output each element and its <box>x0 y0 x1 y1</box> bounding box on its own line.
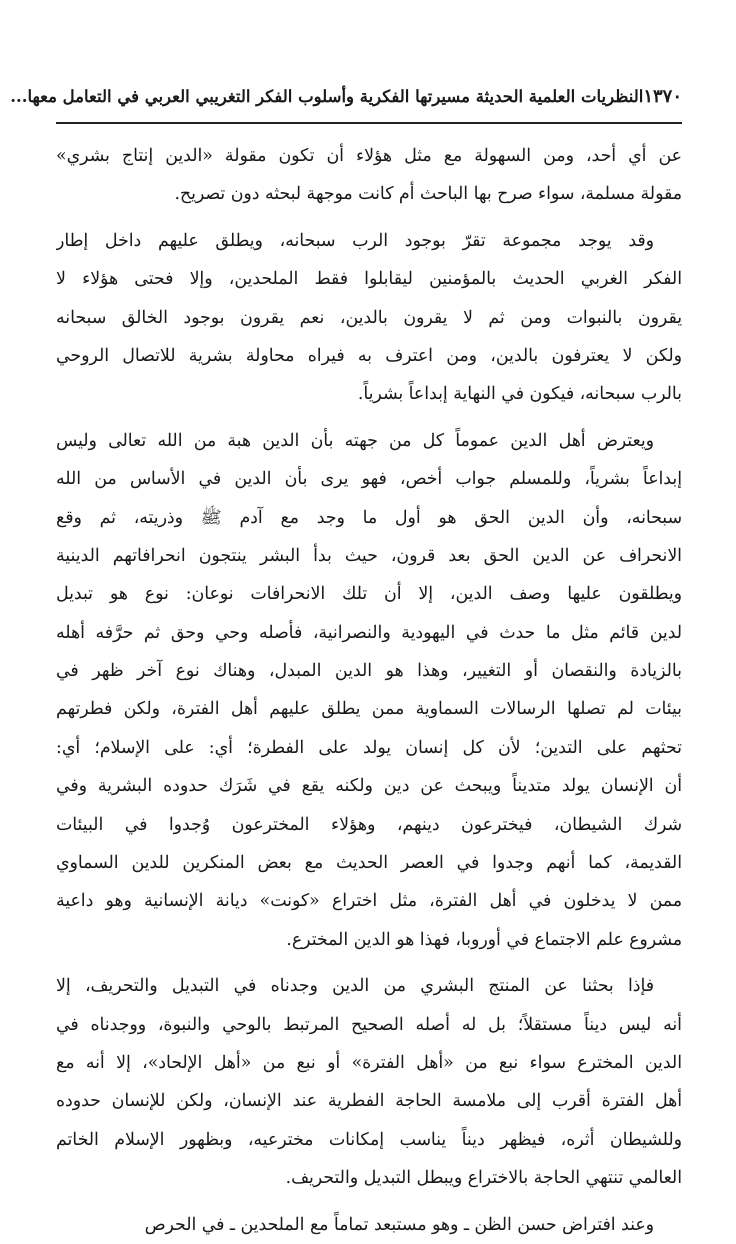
text-line: أن الإنسان يولد متديناً ويبحث عن دين ولكنه يقع في شَرَك حدوده البشرية وفي <box>56 776 682 797</box>
text-line: أنه ليس ديناً مستقلاً؛ بل له أصله الصحيح المرتبط بالوحي والنبوة، ووجدناه في <box>56 1014 682 1035</box>
text-line: ممن لا يدخلون في أهل الفترة، مثل اختراع «كونت» ديانة الإنسانية وهو داعية <box>56 891 682 912</box>
paragraph <box>56 967 682 1197</box>
text-line: بيئات لم تصلها الرسالات السماوية ممن يطلق عليهم أهل الفترة، ولكن فطرتهم <box>56 699 682 720</box>
paragraph <box>56 1206 682 1244</box>
header-rule <box>56 122 682 124</box>
text-line: يقرون بالنبوات ومن ثم لا يقرون بالدين، نعم يقرون بوجود الخالق سبحانه <box>56 307 682 328</box>
text-line: عن أي أحد، ومن السهولة مع مثل هؤلاء أن تكون مقولة «الدين إنتاج بشري» <box>56 146 682 166</box>
text-line: شرك الشيطان، فيخترعون دينهم، وهؤلاء المخترعون وُجدوا في البيئات <box>56 814 682 835</box>
text-line: بالرب سبحانه، فيكون في النهاية إبداعاً بشرياً. <box>357 384 682 405</box>
text-line: ولكن لا يعترفون بالدين، ومن اعترف به فيراه محاولة بشرية للاتصال الروحي <box>56 345 682 366</box>
page-number: ١٣٧٠ <box>643 86 682 107</box>
text-line: وقد يوجد مجموعة تقرّ بوجود الرب سبحانه، ويطلق عليهم داخل إطار <box>56 230 654 251</box>
running-title: النظريات العلمية الحديثة مسيرتها الفكرية وأسلوب الفكر التغريبي العربي في التعامل معها... <box>10 87 644 106</box>
text-line: ويعترض أهل الدين عموماً كل من جهته بأن الدين هبة من الله تعالى وليس <box>56 430 654 451</box>
text-line: ويطلقون عليها وصف الدين، إلا أن تلك الانحرافات نوعان: نوع هو تبديل <box>56 584 682 605</box>
book-page <box>10 86 682 1235</box>
text-line: القديمة، كما أنهم وجدوا في العصر الحديث مع بعض المنكرين للدين السماوي <box>56 853 682 874</box>
paragraph <box>56 137 682 214</box>
text-line: تحثهم على التدين؛ لأن كل إنسان يولد على الفطرة؛ أي: على الإسلام؛ أي: <box>56 737 682 758</box>
text-line: بالزيادة والنقصان أو التغيير، وهذا هو الدين المبدل، وهناك نوع آخر ظهر في <box>56 661 682 682</box>
text-line: سبحانه، وأن الدين الحق هو أول ما وجد مع آدم ﷺ وذريته، ثم وقع <box>56 507 682 528</box>
text-line: الفكر الغربي الحديث بالمؤمنين ليقابلوا فقط الملحدين، وإلا فحتى هؤلاء لا <box>56 269 682 290</box>
text-line: مشروع علم الاجتماع في أوروبا، فهذا هو الدين المخترع. <box>286 929 682 950</box>
text-line: وعند افتراض حسن الظن ـ وهو مستبعد تماماً مع الملحدين ـ في الحرص <box>144 1214 654 1235</box>
text-line: الدين المخترع سواء نبع من «أهل الفترة» أو نبع من «أهل الإلحاد»، إلا أنه مع <box>56 1052 682 1073</box>
text-line: مقولة مسلمة، سواء صرح بها الباحث أم كانت موجهة لبحثه دون تصريح. <box>174 184 682 205</box>
text-line: إبداعاً بشرياً، وللمسلم جواب أخص، فهو يرى بأن الدين في الأساس من الله <box>56 469 682 490</box>
text-line: وللشيطان أثره، فيظهر ديناً يناسب إمكانات مخترعيه، وبظهور الإسلام الخاتم <box>56 1129 682 1150</box>
text-line: الانحراف عن الدين الحق بعد قرون، حيث بدأ البشر ينتجون انحرافاتهم الدينية <box>56 545 682 566</box>
running-header <box>10 86 682 120</box>
paragraph <box>56 222 682 414</box>
body-text <box>56 137 682 1244</box>
text-line: أهل الفترة أقرب إلى ملامسة الحاجة الفطرية عند الإنسان، ولكن للإنسان حدوده <box>56 1091 682 1112</box>
paragraph <box>56 422 682 959</box>
text-line: العالمي تنتهي الحاجة بالاختراع ويبطل التبديل والتحريف. <box>285 1168 682 1189</box>
text-line: لدين قائم مثل ما حدث في اليهودية والنصرانية، فأصله وحي وحق ثم حرَّفه أهله <box>56 622 682 643</box>
text-line: فإذا بحثنا عن المنتج البشري من الدين وجدناه في التبديل والتحريف، إلا <box>56 976 654 997</box>
